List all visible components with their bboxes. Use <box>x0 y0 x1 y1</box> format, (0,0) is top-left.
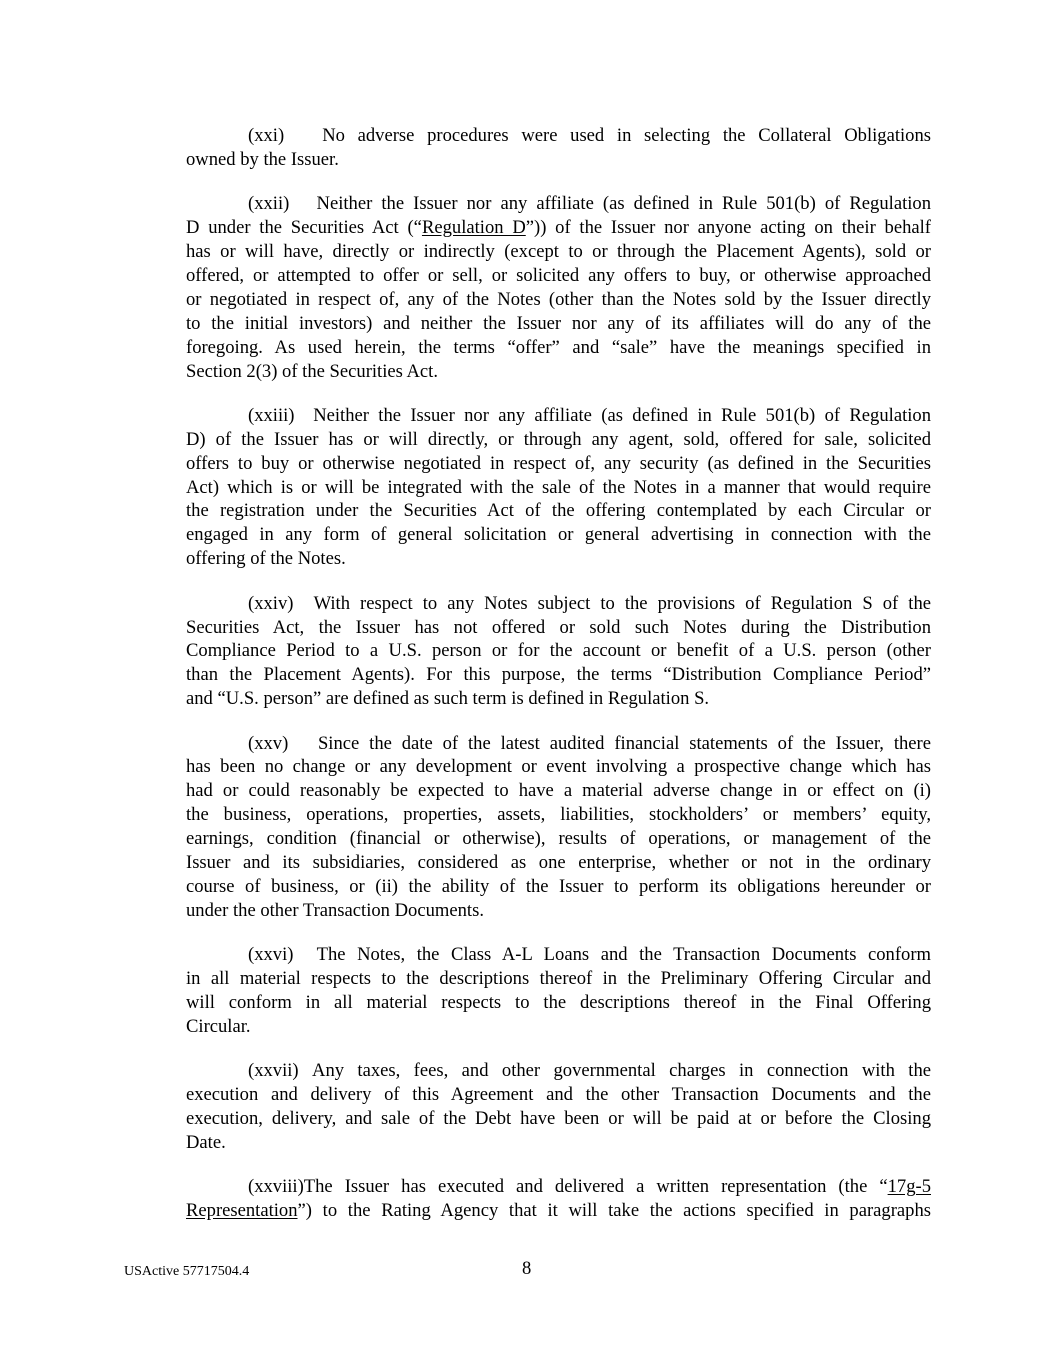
paragraph-label: (xxv) <box>248 732 289 754</box>
paragraph-xxvii: (xxvii) Any taxes, fees, and other governmental charges in connection with the execution and delivery of this Agreement and the other Transaction Documents and the execution, delivery, and sale of the Debt have been or will be paid at or before the Closing Date. <box>186 1060 931 1153</box>
paragraph-xxiii: (xxiii) Neither the Issuer nor any affiliate (as defined in Rule 501(b) of Regulation D) of the Issuer has or will directly, or through any agent, sold, offered for sale, solicited offers to buy or otherwise negotiated in respect of, any security (as defined in the Securities Act) which is or will be integrated with the sale of the Notes in a manner that would require the registration under the Securities Act of the offering contemplated by each Circular or engaged in any form of general solicitation or general advertising in connection with the offering of the Notes. <box>186 404 931 570</box>
defined-term-regulation-d: Regulation D <box>421 217 526 239</box>
paragraph-xxvi: (xxvi) The Notes, the Class A-L Loans and the Transaction Documents conform in all material respects to the descriptions thereof in the Preliminary Offering Circular and will conform in all material respects to the descriptions thereof in the Final Offering Circular. <box>186 944 932 1037</box>
defined-term-17g5-part1: 17g-5 <box>887 1176 931 1198</box>
paragraph-label: (xxvi) <box>248 944 294 966</box>
paragraph-label: (xxiv) <box>248 592 294 614</box>
document-body <box>186 124 931 1244</box>
paragraph-xxii: (xxii) Neither the Issuer nor any affiliate (as defined in Rule 501(b) of Regulation D under the Securities Act (“Regulation D”)) of the Issuer nor anyone acting on their behalf has or will have, directly or indirectly (except to or through the Placement Agents), sold or offered, or attempted to offer or sell, or solicited any offers to buy, or otherwise approached or negotiated in respect of, any of the Notes (other than the Notes sold by the Issuer directly to the initial investors) and neither the Issuer nor any of its affiliates will do any of the foregoing. As used herein, the terms “offer” and “sale” have the meanings specified in Section 2(3) of the Securities Act. <box>186 193 932 382</box>
paragraph-label: (xxvii) <box>248 1060 299 1082</box>
paragraph-xxi: (xxi) No adverse procedures were used in selecting the Collateral Obligations owned by the Issuer. <box>186 125 931 170</box>
paragraph-xxviii: (xxviii)The Issuer has executed and delivered a written representation (the “17g-5 Representation”) to the Rating Agency that it will take the actions specified in paragraphs <box>186 1176 931 1222</box>
paragraph-label: (xxviii) <box>248 1176 304 1198</box>
paragraph-xxv: (xxv) Since the date of the latest audited financial statements of the Issuer, there has been no change or any development or event involving a prospective change which has had or could reasonably be expected to have a material adverse change in or effect on (i) the business, operations, properties, assets, liabilities, stockholders’ or members’ equity, earnings, condition (financial or otherwise), results of operations, or management of the Issuer and its subsidiaries, considered as one enterprise, whether or not in the ordinary course of business, or (ii) the ability of the Issuer to perform its obligations hereunder or under the other Transaction Documents. <box>186 732 931 921</box>
defined-term-17g5-part2: Representation <box>186 1200 298 1222</box>
paragraph-label: (xxii) <box>248 193 290 215</box>
footer-document-id: USActive 57717504.4 <box>124 1264 250 1279</box>
paragraph-xxiv: (xxiv) With respect to any Notes subject to the provisions of Regulation S of the Securities Act, the Issuer has not offered or sold such Notes during the Distribution Compliance Period to a U.S. person or for the account or benefit of a U.S. person (other than the Placement Agents). For this purpose, the terms “Distribution Compliance Period” and “U.S. person” are defined as such term is defined in Regulation S. <box>186 592 931 710</box>
paragraph-label: (xxiii) <box>248 404 295 426</box>
paragraph-label: (xxi) <box>248 125 285 146</box>
page-number: 8 <box>522 1258 532 1279</box>
